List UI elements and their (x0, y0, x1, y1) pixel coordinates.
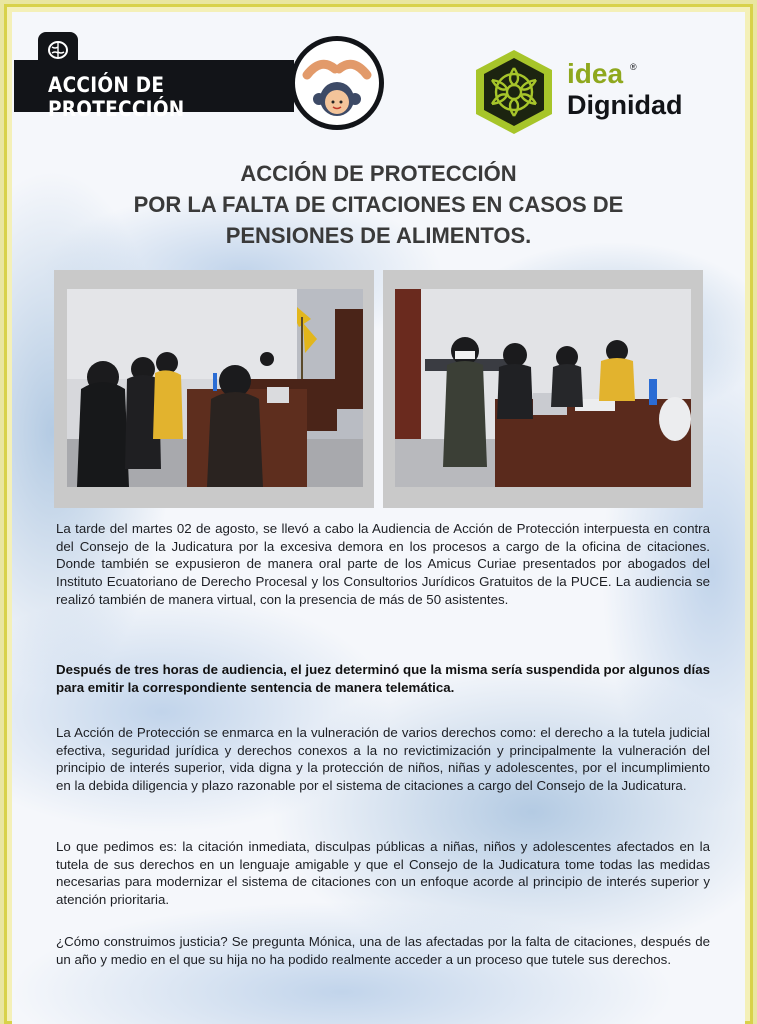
title-line-1: ACCIÓN DE PROTECCIÓN (240, 161, 517, 186)
brand-logo (472, 48, 712, 136)
paragraph-5: ¿Cómo construimos justicia? Se pregunta Mónica, una de las afectadas por la falta de citaciones, después de un año y medio en el que su hija no ha podido realmente acceder a un proceso que tutele sus derechos. (56, 934, 710, 967)
brand-name-text: Dignidad (567, 90, 683, 120)
section-badge (14, 60, 294, 121)
poster-page (12, 12, 745, 1024)
paragraph-3: La Acción de Protección se enmarca en la vulneración de varios derechos como: el derecho a la tutela judicial efectiva, seguridad jurídica y derechos conexos a la no revictimización y principalmente la vulneración del principio de interés superior, vida digna y la protección de niños, niñas y adolescentes, por el incumplimiento en la debida diligencia y plazo razonable por el sistema de citaciones a cargo del Consejo de la Judicatura. (56, 725, 710, 794)
paragraph-2-highlight: Después de tres horas de audiencia, el juez determinó que la misma sería suspendida por algunos días para emitir la correspondiente sentencia de manera telemática. (56, 662, 710, 695)
protected-child-icon (290, 36, 384, 130)
paragraph-1: La tarde del martes 02 de agosto, se llevó a cabo la Audiencia de Acción de Protección interpuesta en contra del Consejo de la Judicatura por la excesiva demora en los procesos a cargo de la oficina de citaciones. Donde también se expusieron de manera oral parte de los Amicus Curiae presentados por abogados del Instituto Ecuatoriano de Derecho Procesal y los Consultorios Jurídicos Gratuitos de la PUCE. La audiencia se realizó también de manera virtual, con la presencia de más de 50 asistentes. (56, 521, 710, 607)
badge-label: ACCIÓN DE PROTECCIÓN (48, 73, 185, 121)
hearing-photo-left (54, 270, 374, 508)
registered-mark: ® (630, 62, 637, 72)
title-line-2: POR LA FALTA DE CITACIONES EN CASOS DE (133, 192, 624, 217)
hearing-photo-right (383, 270, 703, 508)
title-line-3: PENSIONES DE ALIMENTOS. (225, 223, 532, 248)
brand-idea-text: idea (567, 58, 624, 89)
mandala-logo-icon (472, 48, 556, 136)
paragraph-4: Lo que pedimos es: la citación inmediata, disculpas públicas a niñas, niños y adolescentes afectados en la tutela de sus derechos en un lenguaje amigable y que el Consejo de la Judicatura tome todas las medidas necesarias para modernizar el sistema de citaciones con un enfoque acorde al principio de interés superior y atención prioritaria. (56, 839, 710, 908)
page-title (12, 158, 745, 251)
